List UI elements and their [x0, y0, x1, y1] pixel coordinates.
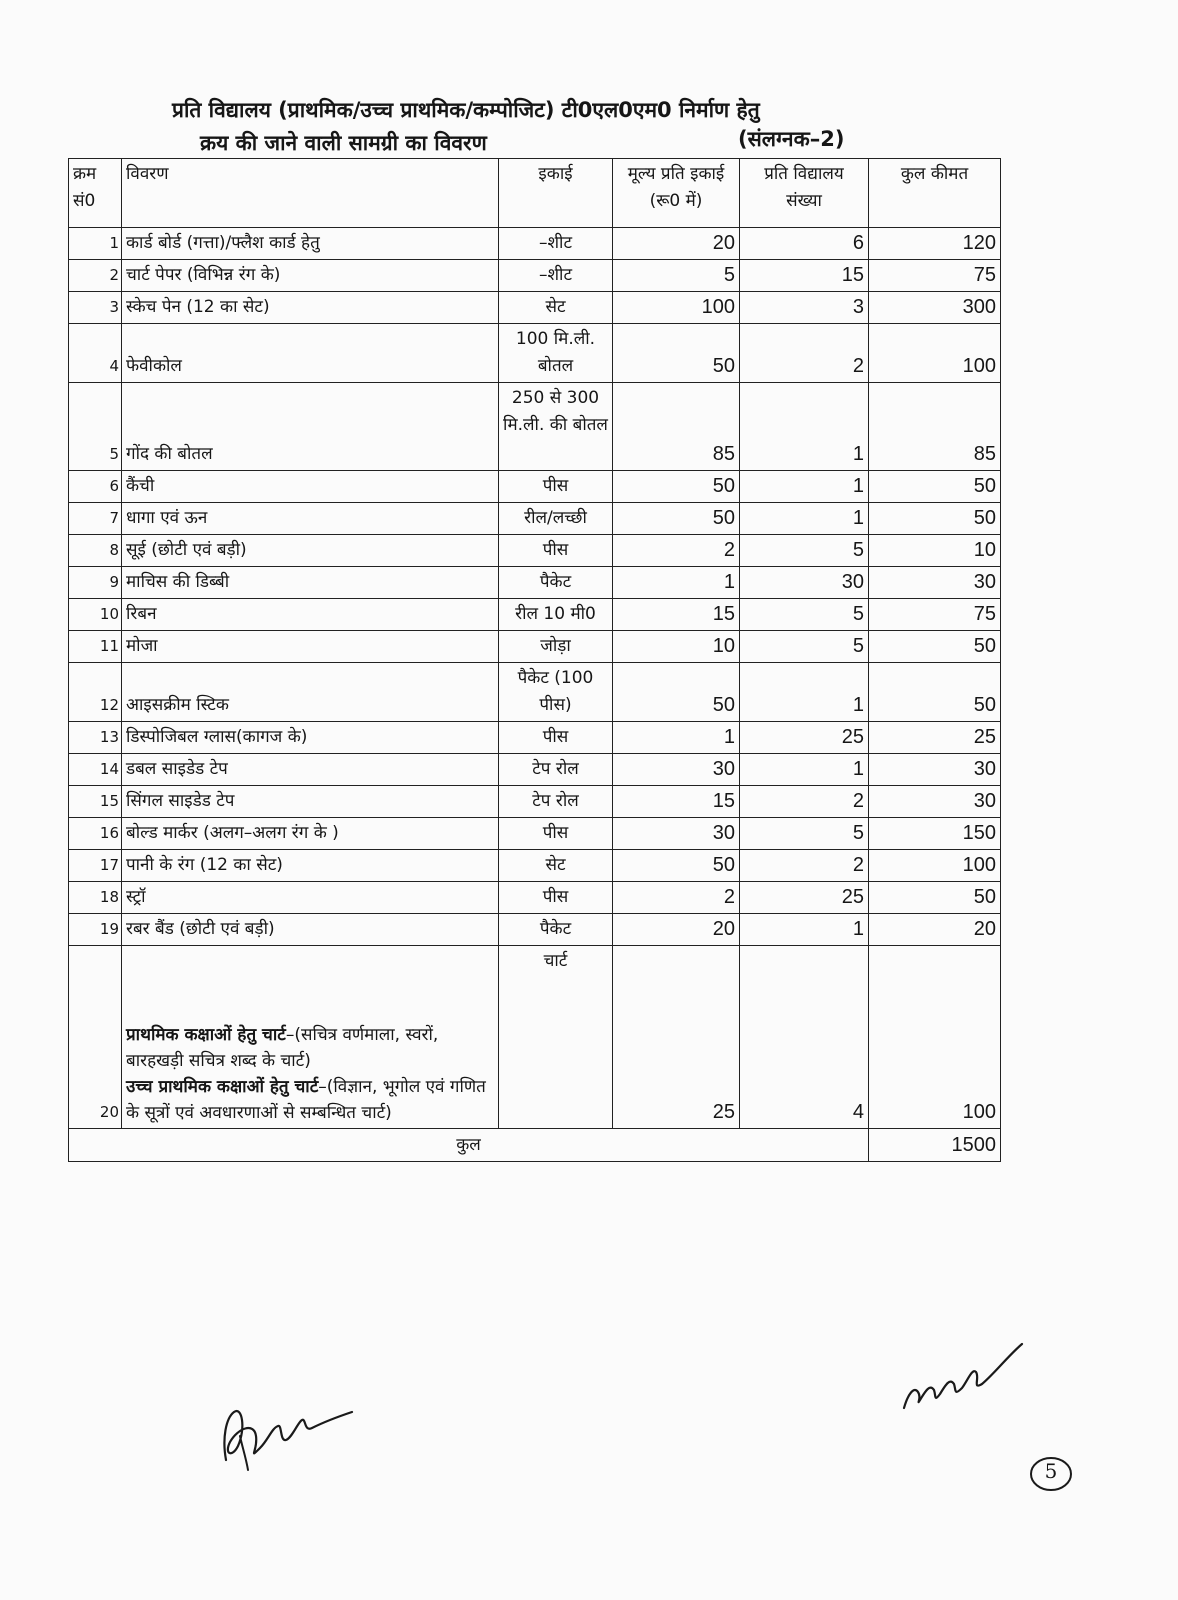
table-row [69, 535, 1001, 567]
row-quantity: 30 [740, 567, 869, 599]
row-total: 150 [869, 818, 1001, 850]
row-description: फेवीकोल [122, 324, 499, 383]
table-row [69, 663, 1001, 722]
row-serial: 16 [69, 818, 122, 850]
row-quantity: 15 [740, 260, 869, 292]
row-unit-price: 1 [613, 567, 740, 599]
row-unit: पीस [499, 722, 613, 754]
row-unit-price: 85 [613, 383, 740, 471]
row-total: 300 [869, 292, 1001, 324]
row-quantity: 1 [740, 471, 869, 503]
annexure-label: (संलग्नक–2) [738, 127, 845, 151]
row-serial: 12 [69, 663, 122, 722]
row-quantity: 5 [740, 631, 869, 663]
row-quantity: 2 [740, 324, 869, 383]
row-unit-price: 20 [613, 914, 740, 946]
row-description: पानी के रंग (12 का सेट) [122, 850, 499, 882]
row-unit: टेप रोल [499, 754, 613, 786]
row-serial: 14 [69, 754, 122, 786]
row-unit-price: 50 [613, 663, 740, 722]
right-signature [898, 1338, 1028, 1418]
page-number-text: 5 [1044, 1459, 1058, 1483]
row-description: स्केच पेन (12 का सेट) [122, 292, 499, 324]
row-unit-price: 2 [613, 535, 740, 567]
row-quantity: 1 [740, 383, 869, 471]
row-serial: 5 [69, 383, 122, 471]
row-unit: 100 मि.ली. बोतल [499, 324, 613, 383]
row-unit-price: 100 [613, 292, 740, 324]
row-total: 100 [869, 324, 1001, 383]
row-quantity: 4 [740, 946, 869, 1129]
row-unit: 250 से 300 मि.ली. की बोतल [499, 383, 613, 471]
upper-primary-charts-heading: उच्च प्राथमिक कक्षाओं हेतु चार्ट [126, 1077, 319, 1097]
row-quantity: 25 [740, 882, 869, 914]
row-serial: 15 [69, 786, 122, 818]
row-description: गोंद की बोतल [122, 383, 499, 471]
row-total: 50 [869, 663, 1001, 722]
row-unit-price: 15 [613, 599, 740, 631]
row-unit-price: 1 [613, 722, 740, 754]
document-title-line2: क्रय की जाने वाली सामग्री का विवरण [200, 131, 487, 155]
row-serial: 2 [69, 260, 122, 292]
row-unit-price: 50 [613, 324, 740, 383]
row-total: 25 [869, 722, 1001, 754]
row-unit: –शीट [499, 260, 613, 292]
row-serial: 19 [69, 914, 122, 946]
row-serial: 6 [69, 471, 122, 503]
row-quantity: 2 [740, 850, 869, 882]
row-unit-price: 15 [613, 786, 740, 818]
row-total: 20 [869, 914, 1001, 946]
table-row [69, 228, 1001, 260]
header-unit: इकाई [499, 159, 613, 228]
row-description: आइसक्रीम स्टिक [122, 663, 499, 722]
row-serial: 9 [69, 567, 122, 599]
row-description: डिस्पोजिबल ग्लास(कागज के) [122, 722, 499, 754]
row-unit: पैकेट [499, 914, 613, 946]
row-description: माचिस की डिब्बी [122, 567, 499, 599]
row-unit-price: 30 [613, 818, 740, 850]
row-unit-price: 30 [613, 754, 740, 786]
row-description: रबर बैंड (छोटी एवं बड़ी) [122, 914, 499, 946]
table-row [69, 850, 1001, 882]
primary-charts-heading: प्राथमिक कक्षाओं हेतु चार्ट [126, 1025, 286, 1045]
table-row [69, 324, 1001, 383]
row-serial: 20 [69, 946, 122, 1129]
row-quantity: 6 [740, 228, 869, 260]
row-description: धागा एवं ऊन [122, 503, 499, 535]
row-quantity: 5 [740, 535, 869, 567]
table-row [69, 383, 1001, 471]
header-description: विवरण [122, 159, 499, 228]
row-unit: –शीट [499, 228, 613, 260]
row-description: चार्ट पेपर (विभिन्न रंग के) [122, 260, 499, 292]
document-title-line1: प्रति विद्यालय (प्राथमिक/उच्च प्राथमिक/कम्पोजिट) टी0एल0एम0 निर्माण हेतु [172, 98, 760, 122]
left-signature [212, 1398, 362, 1478]
row-unit: चार्ट [499, 946, 613, 1129]
table-row [69, 786, 1001, 818]
row-quantity: 1 [740, 503, 869, 535]
row-total: 120 [869, 228, 1001, 260]
grand-total: 1500 [869, 1129, 1001, 1162]
row-serial: 17 [69, 850, 122, 882]
primary-charts-detail: –(सचित्र वर्णमाला, स्वरों, बारहखड़ी सचित्र शब्द के चार्ट) [126, 1025, 439, 1071]
table-row [69, 914, 1001, 946]
row-serial: 1 [69, 228, 122, 260]
row-serial: 8 [69, 535, 122, 567]
row-description: कैंची [122, 471, 499, 503]
row-serial: 7 [69, 503, 122, 535]
row-unit-price: 50 [613, 850, 740, 882]
row-unit: पीस [499, 882, 613, 914]
total-label: कुल [69, 1129, 869, 1162]
row-total: 30 [869, 754, 1001, 786]
header-total-cost: कुल कीमत [869, 159, 1001, 228]
page-number [1028, 1454, 1074, 1494]
row-description: मोजा [122, 631, 499, 663]
row-unit: सेट [499, 292, 613, 324]
table-row [69, 567, 1001, 599]
row-description: कार्ड बोर्ड (गत्ता)/फ्लैश कार्ड हेतु [122, 228, 499, 260]
row-description: रिबन [122, 599, 499, 631]
row-unit-price: 50 [613, 503, 740, 535]
table-row [69, 292, 1001, 324]
row-description [122, 946, 499, 1129]
row-total: 10 [869, 535, 1001, 567]
row-total: 30 [869, 567, 1001, 599]
table-row [69, 471, 1001, 503]
row-unit: रील 10 मी0 [499, 599, 613, 631]
row-serial: 10 [69, 599, 122, 631]
row-serial: 13 [69, 722, 122, 754]
table-row [69, 882, 1001, 914]
row-unit: पैकेट [499, 567, 613, 599]
row-description: सिंगल साइडेड टेप [122, 786, 499, 818]
row-unit: पैकेट (100 पीस) [499, 663, 613, 722]
table-row [69, 260, 1001, 292]
table-row [69, 503, 1001, 535]
row-quantity: 3 [740, 292, 869, 324]
row-total: 100 [869, 850, 1001, 882]
row-total: 30 [869, 786, 1001, 818]
row-unit: सेट [499, 850, 613, 882]
row-total: 50 [869, 503, 1001, 535]
row-description: डबल साइडेड टेप [122, 754, 499, 786]
table-row [69, 599, 1001, 631]
row-quantity: 1 [740, 754, 869, 786]
materials-table [68, 158, 1001, 1162]
row-serial: 3 [69, 292, 122, 324]
row-unit-price: 10 [613, 631, 740, 663]
row-total: 50 [869, 631, 1001, 663]
row-unit-price: 25 [613, 946, 740, 1129]
row-unit: जोड़ा [499, 631, 613, 663]
table-row [69, 818, 1001, 850]
row-serial: 4 [69, 324, 122, 383]
row-unit: टेप रोल [499, 786, 613, 818]
row-description: बोल्ड मार्कर (अलग–अलग रंग के ) [122, 818, 499, 850]
row-total: 85 [869, 383, 1001, 471]
row-total: 50 [869, 471, 1001, 503]
table-row [69, 946, 1001, 1129]
row-unit-price: 20 [613, 228, 740, 260]
table-header-row [69, 159, 1001, 228]
table-row [69, 722, 1001, 754]
header-quantity: प्रति विद्यालय संख्या [740, 159, 869, 228]
row-quantity: 1 [740, 914, 869, 946]
row-quantity: 5 [740, 599, 869, 631]
row-quantity: 25 [740, 722, 869, 754]
row-unit: पीस [499, 471, 613, 503]
total-row [69, 1129, 1001, 1162]
row-total: 75 [869, 260, 1001, 292]
row-unit-price: 2 [613, 882, 740, 914]
row-unit: पीस [499, 818, 613, 850]
table-row [69, 754, 1001, 786]
row-quantity: 2 [740, 786, 869, 818]
row-unit-price: 5 [613, 260, 740, 292]
row-total: 100 [869, 946, 1001, 1129]
row-total: 50 [869, 882, 1001, 914]
row-serial: 11 [69, 631, 122, 663]
row-quantity: 1 [740, 663, 869, 722]
table-row [69, 631, 1001, 663]
row-total: 75 [869, 599, 1001, 631]
row-description: सूई (छोटी एवं बड़ी) [122, 535, 499, 567]
row-unit-price: 50 [613, 471, 740, 503]
upper-primary-charts-detail: –(विज्ञान, भूगोल एवं गणित के सूत्रों एवं अवधारणाओं से सम्बन्धित चार्ट) [126, 1077, 486, 1123]
row-unit: पीस [499, 535, 613, 567]
row-unit: रील/लच्छी [499, 503, 613, 535]
row-description: स्ट्रॉ [122, 882, 499, 914]
row-serial: 18 [69, 882, 122, 914]
header-unit-price: मूल्य प्रति इकाई (रू0 में) [613, 159, 740, 228]
row-quantity: 5 [740, 818, 869, 850]
header-serial: क्रम सं0 [69, 159, 122, 228]
